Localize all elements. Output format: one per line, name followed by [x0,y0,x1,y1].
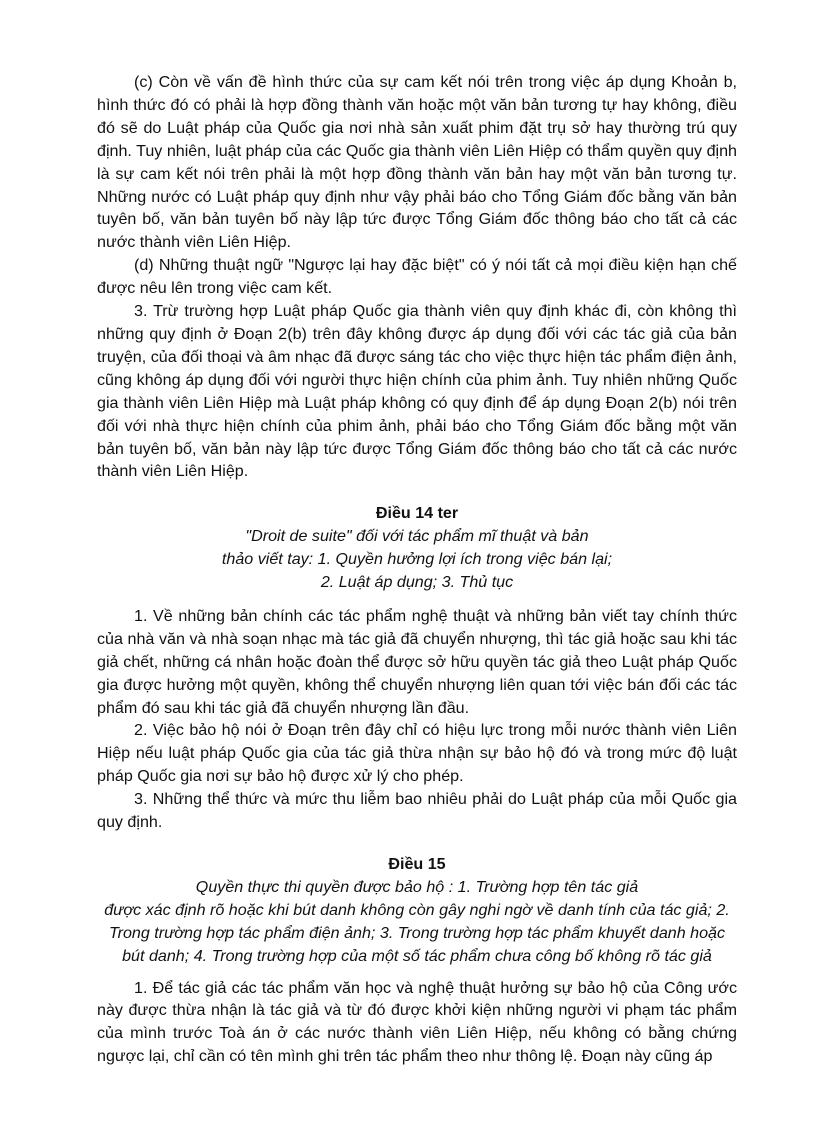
article-15-subtitle-line-3: Trong trường hợp tác phẩm điện ảnh; 3. Trong trường hợp tác phẩm khuyết danh hoặc [108,923,726,942]
article-14ter-subtitle-line-3: 2. Luật áp dụng; 3. Thủ tục [320,573,514,592]
article-14ter-subtitle-line-1: "Droit de suite" đối với tác phẩm mĩ thuật và bản [245,527,589,546]
article-14ter-title: Điều 14 ter [375,504,459,523]
article-15-subtitle-line-2: được xác định rõ hoặc khi bút danh không còn gây nghi ngờ về danh tính của tác giả; 2. [104,900,730,919]
article-14ter-paragraph-3: 3. Những thể thức và mức thu liễm bao nhiêu phải do Luật pháp của mỗi Quốc gia quy định. [97,790,737,832]
article-15-subtitle-line-4: bút danh; 4. Trong trường hợp của một số tác phẩm chưa công bố không rõ tác giả [122,946,712,965]
article-14ter-subtitle-line-2: thảo viết tay: 1. Quyền hưởng lợi ích trong việc bán lại; [221,550,613,569]
article-14ter-paragraph-1: 1. Về những bản chính các tác phẩm nghệ thuật và những bản viết tay chính thức của nhà văn và nhà soạn nhạc mà tác giả đã chuyển nhượng, thì tác giả hoặc sau khi tác giả chết, những cá nhân hoặc đoàn thể được sở hữu quyền tác giả theo Luật pháp Quốc gia được hưởng một quyền, không thể chuyển nhượng liên quan tới việc bán đối các tác phẩm đó sau khi tác giả đã chuyển nhượng lần đầu. [97,606,737,717]
document-page [97,71,737,1068]
article-15-paragraph-1: 1. Để tác giả các tác phẩm văn học và nghệ thuật hưởng sự bảo hộ của Công ước này được thừa nhận là tác giả và từ đó được khởi kiện những người vi phạm tác phẩm của mình trước Toà án ở các nước thành viên Liên Hiệp, nếu không có bằng chứng ngược lại, chỉ cần có tên mình ghi trên tác phẩm theo như thông lệ. Đoạn này cũng áp [97,978,737,1066]
article-15-title: Điều 15 [388,855,446,873]
article-15-subtitle-line-1: Quyền thực thi quyền được bảo hộ : 1. Trường hợp tên tác giả [195,877,639,896]
paragraph-d-terms: (d) Những thuật ngữ "Ngược lại hay đặc biệt" có ý nói tất cả mọi điều kiện hạn chế được nêu lên trong việc cam kết. [97,256,737,298]
paragraph-3-exceptions: 3. Trừ trường hợp Luật pháp Quốc gia thành viên quy định khác đi, còn không thì những quy định ở Đoạn 2(b) trên đây không được áp dụng đối với các tác giả của bản truyện, của đối thoại và âm nhạc đã được sáng tác cho việc thực hiện tác phẩm điện ảnh, cũng không áp dụng đối với người thực hiện chính của phim ảnh. Tuy nhiên những Quốc gia thành viên Liên Hiệp mà Luật pháp không có quy định để áp dụng Đoạn 2(b) nói trên đối với nhà thực hiện chính của phim ảnh, phải báo cho Tổng Giám đốc bằng một văn bản tuyên bố, văn bản này lập tức được Tổng Giám đốc thông báo cho tất cả các nước thành viên Liên Hiệp. [97,302,737,481]
article-14ter-paragraph-2: 2. Việc bảo hộ nói ở Đoạn trên đây chỉ có hiệu lực trong mỗi nước thành viên Liên Hiệp nếu luật pháp Quốc gia của tác giả thừa nhận sự bảo hộ đó và trong mức độ luật pháp Quốc gia nơi sự bảo hộ được xử lý cho phép. [97,721,737,786]
paragraph-c-form-of-commitment: (c) Còn về vấn đề hình thức của sự cam kết nói trên trong việc áp dụng Khoản b, hình thức đó có phải là hợp đồng thành văn hoặc một văn bản tương tự hay không, điều đó sẽ do Luật pháp của Quốc gia nơi nhà sản xuất phim đặt trụ sở hay thường trú quy định. Tuy nhiên, luật pháp của các Quốc gia thành viên Liên Hiệp có thẩm quyền quy định là sự cam kết nói trên phải là một hợp đồng thành văn bản hay một văn bản tương tự. Những nước có Luật pháp quy định như vậy phải báo cho Tổng Giám đốc bằng văn bản tuyên bố, văn bản tuyên bố này lập tức được Tổng Giám đốc thông báo cho tất cả các nước thành viên Liên Hiệp. [97,73,737,252]
